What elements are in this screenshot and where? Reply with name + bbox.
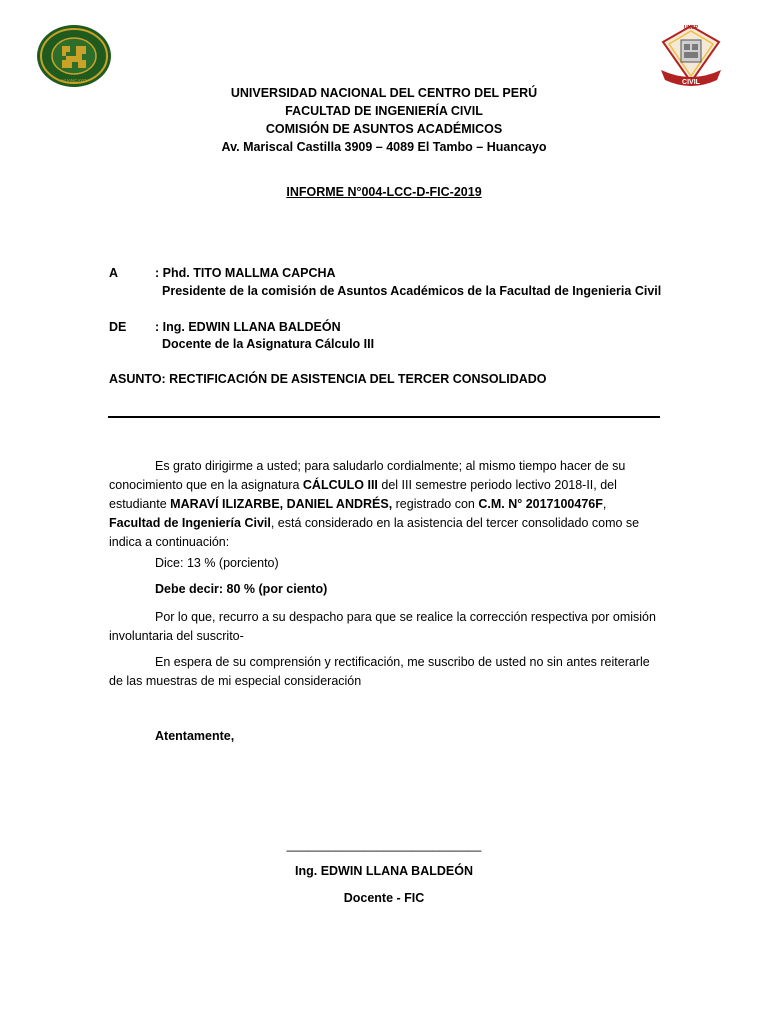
- faculty-name: FACULTAD DE INGENIERÍA CIVIL: [285, 104, 483, 118]
- debe-decir-line: Debe decir: 80 % (por ciento): [155, 582, 328, 596]
- divider: [108, 416, 660, 418]
- signature-title: Docente - FIC: [343, 891, 425, 905]
- body-paragraph-3: En espera de su comprensión y rectificación, me suscribo de usted no sin antes reiterarle de las muestras de mi especial consideración: [109, 655, 650, 688]
- emblem-top-text: UNCP: [683, 25, 699, 31]
- university-name: UNIVERSIDAD NACIONAL DEL CENTRO DEL PERÚ: [230, 86, 538, 100]
- commission-name: COMISIÓN DE ASUNTOS ACADÉMICOS: [265, 122, 503, 136]
- to-role: Presidente de la comisión de Asuntos Académicos de la Facultad de Ingenieria Civil: [162, 284, 662, 298]
- civil-engineering-emblem-icon: [655, 20, 727, 92]
- to-name: : Phd. TITO MALLMA CAPCHA: [155, 266, 336, 280]
- to-label: A: [109, 266, 119, 280]
- student-name: MARAVÍ ILIZARBE, DANIEL ANDRÉS,: [170, 497, 393, 511]
- from-label: DE: [109, 320, 127, 334]
- body-paragraph-1: Es grato dirigirme a usted; para saludarlo cordialmente; al mismo tiempo hacer de su conocimiento que en la asignatura CÁLCULO III del III semestre periodo lectivo 2018-II, del estudiante MARAVÍ ILIZARBE, DANIEL ANDRÉS, registrado con C.M. N° 2017100476F, Facultad de Ingeniería Civil, está considerado en la asistencia del tercer consolidado como se indica a continuación:: [109, 459, 640, 549]
- from-name: : Ing. EDWIN LLANA BALDEÓN: [155, 320, 341, 334]
- address: Av. Mariscal Castilla 3909 – 4089 El Tambo – Huancayo: [221, 140, 547, 154]
- from-role: Docente de la Asignatura Cálculo III: [162, 337, 375, 351]
- svg-text:HUANCAYO: HUANCAYO: [61, 78, 87, 83]
- student-code: C.M. N° 2017100476F: [478, 497, 603, 511]
- emblem-text: CIVIL: [682, 79, 700, 86]
- signature-line: ____________________________: [286, 838, 482, 852]
- signature-name: Ing. EDWIN LLANA BALDEÓN: [295, 864, 473, 878]
- report-title: INFORME N°004-LCC-D-FIC-2019: [286, 185, 482, 199]
- faculty-ref: Facultad de Ingeniería Civil: [109, 516, 271, 530]
- dice-line: Dice: 13 % (porciento): [155, 556, 279, 570]
- closing: Atentamente,: [155, 729, 235, 743]
- university-seal-icon: [36, 24, 112, 88]
- subject: ASUNTO: RECTIFICACIÓN DE ASISTENCIA DEL TERCER CONSOLIDADO: [109, 372, 547, 386]
- body-paragraph-2: Por lo que, recurro a su despacho para que se realice la corrección respectiva por omisión involuntaria del suscrito-: [109, 610, 656, 643]
- course-name: CÁLCULO III: [302, 478, 378, 492]
